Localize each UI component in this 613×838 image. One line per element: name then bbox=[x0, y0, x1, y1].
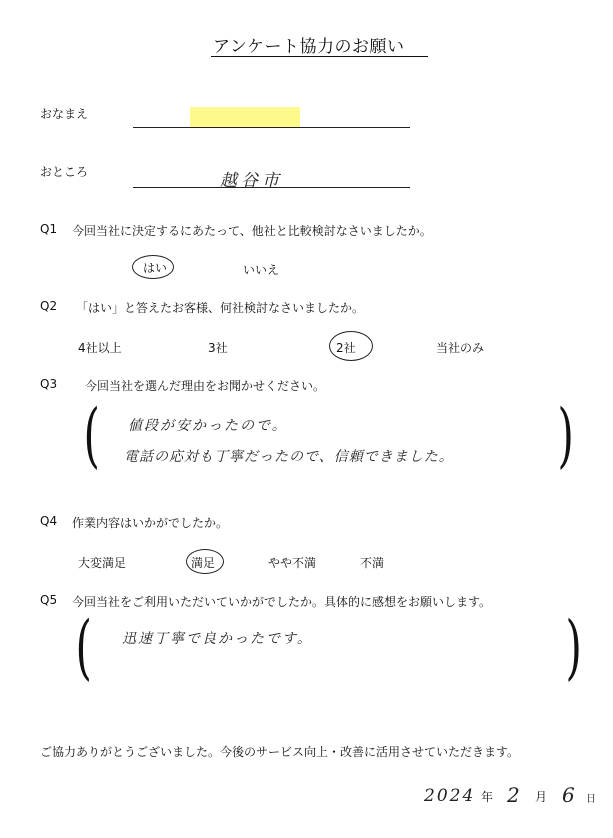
q4-option-very-satisfied[interactable]: 大変満足 bbox=[78, 556, 127, 570]
q5-bracket-open: ( bbox=[75, 606, 92, 688]
q2-option-3[interactable]: 3社 bbox=[208, 341, 228, 355]
q3-text: 今回当社を選んだ理由をお聞かせください。 bbox=[85, 379, 326, 393]
date-month-label: 月 bbox=[535, 790, 548, 804]
date-year-label: 年 bbox=[481, 790, 494, 804]
q5-bracket-close: ) bbox=[565, 606, 582, 688]
page-title: アンケート協力のお願い bbox=[213, 37, 405, 57]
q4-option-dissatisfied[interactable]: 不満 bbox=[360, 556, 385, 570]
date-month: 2 bbox=[507, 783, 520, 807]
q2-number: Q2 bbox=[40, 299, 58, 313]
date-year: 2024 bbox=[424, 786, 476, 806]
q4-number: Q4 bbox=[40, 514, 58, 528]
q4-text: 作業内容はいかがでしたか。 bbox=[72, 516, 229, 530]
q1-text: 今回当社に決定するにあたって、他社と比較検討なさいましたか。 bbox=[72, 224, 432, 238]
q1-option-no[interactable]: いいえ bbox=[243, 263, 280, 277]
q5-text: 今回当社をご利用いただいていかがでしたか。具体的に感想をお願いします。 bbox=[72, 595, 492, 609]
q5-number: Q5 bbox=[40, 593, 58, 607]
q4-option-somewhat-dissatisfied[interactable]: やや不満 bbox=[268, 556, 317, 570]
q2-text: 「はい」と答えたお客様、何社検討なさいましたか。 bbox=[76, 301, 365, 315]
closing-message: ご協力ありがとうございました。今後のサービス向上・改善に活用させていただきます。 bbox=[40, 745, 520, 759]
q3-number: Q3 bbox=[40, 377, 58, 391]
q3-bracket-close: ) bbox=[557, 394, 574, 476]
address-value: 越谷市 bbox=[220, 171, 283, 191]
name-label: おなまえ bbox=[40, 107, 89, 121]
date-day: 6 bbox=[562, 783, 575, 807]
q1-number: Q1 bbox=[40, 222, 58, 236]
date-day-label: 日 bbox=[586, 794, 596, 805]
q3-answer-line1: 値段が安かったので。 bbox=[128, 418, 288, 434]
q2-option-2[interactable]: 2社 bbox=[336, 341, 356, 355]
name-redaction bbox=[190, 107, 300, 128]
address-field-line[interactable] bbox=[133, 187, 410, 188]
q1-option-yes[interactable]: はい bbox=[143, 261, 168, 275]
q3-bracket-open: ( bbox=[83, 394, 100, 476]
q2-option-4plus[interactable]: 4社以上 bbox=[78, 341, 122, 355]
q4-option-satisfied[interactable]: 満足 bbox=[191, 556, 216, 570]
name-field-line[interactable] bbox=[133, 127, 410, 128]
q2-option-only-us[interactable]: 当社のみ bbox=[436, 341, 485, 355]
title-underline bbox=[211, 56, 428, 57]
q5-answer: 迅速丁寧で良かったです。 bbox=[122, 631, 313, 647]
address-label: おところ bbox=[40, 165, 89, 179]
q3-answer-line2: 電話の応対も丁寧だったので、信頼できました。 bbox=[124, 449, 454, 465]
